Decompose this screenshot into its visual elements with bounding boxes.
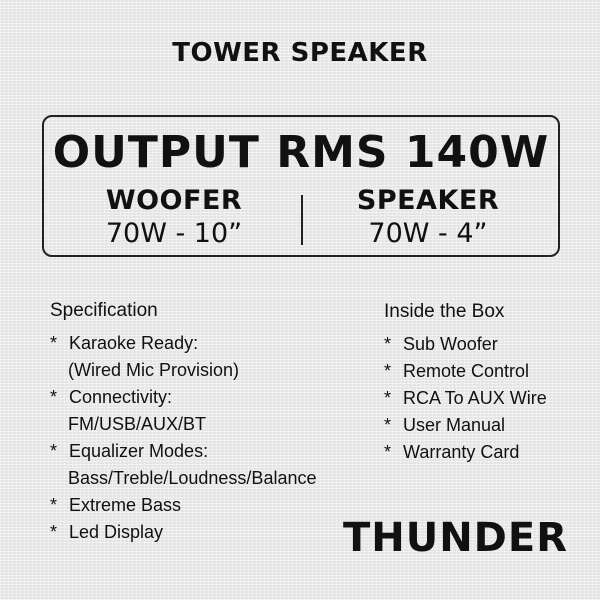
inside-box-item-label: Remote Control [403,361,530,381]
bullet-marker: * [384,415,392,435]
spec-item-label: Led Display [69,522,164,542]
bullet-marker: * [384,334,392,354]
bullet-marker: * [50,333,58,353]
spec-item-detail: FM/USB/AUX/BT [68,414,207,434]
spec-item [50,492,316,519]
bullet-marker: * [50,441,58,461]
spec-item-label: Karaoke Ready: [69,333,199,353]
inside-box-item-label: Warranty Card [403,442,520,462]
output-rms-label: OUTPUT RMS 140W [52,127,550,178]
spec-item-detail: (Wired Mic Provision) [68,360,240,380]
inside-box-item-label: Sub Woofer [403,334,498,354]
spec-item [50,438,316,492]
inside-box-section [384,301,547,466]
inside-box-item [384,439,547,466]
column-divider [301,195,303,245]
woofer-label: WOOFER [105,185,243,216]
speaker-label: SPEAKER [356,185,500,216]
product-title: TOWER SPEAKER [172,38,428,68]
spec-item-label: Equalizer Modes: [69,441,209,461]
bullet-marker: * [50,522,58,542]
speaker-value: 70W - 4” [368,218,488,249]
bullet-marker: * [50,387,58,407]
bullet-marker: * [384,361,392,381]
bullet-marker: * [384,442,392,462]
inside-box-item [384,358,547,385]
speaker-column [318,185,538,249]
spec-item-label: Connectivity: [69,387,173,407]
spec-item [50,330,316,384]
inside-box-item [384,331,547,358]
inside-box-item-label: RCA To AUX Wire [403,388,547,408]
specification-section [50,300,316,546]
inside-box-item-label: User Manual [403,415,506,435]
specification-title: Specification [50,300,158,321]
woofer-column [64,185,284,249]
spec-item-label: Extreme Bass [69,495,182,515]
output-box [42,115,560,257]
bullet-marker: * [50,495,58,515]
spec-item-detail: Bass/Treble/Loudness/Balance [68,468,317,488]
spec-item [50,384,316,438]
woofer-value: 70W - 10” [105,218,243,249]
spec-item [50,519,316,546]
bullet-marker: * [384,388,392,408]
brand-logo-text: THUNDER [342,515,568,561]
inside-box-item [384,385,547,412]
inside-box-item [384,412,547,439]
inside-box-title: Inside the Box [384,301,505,322]
